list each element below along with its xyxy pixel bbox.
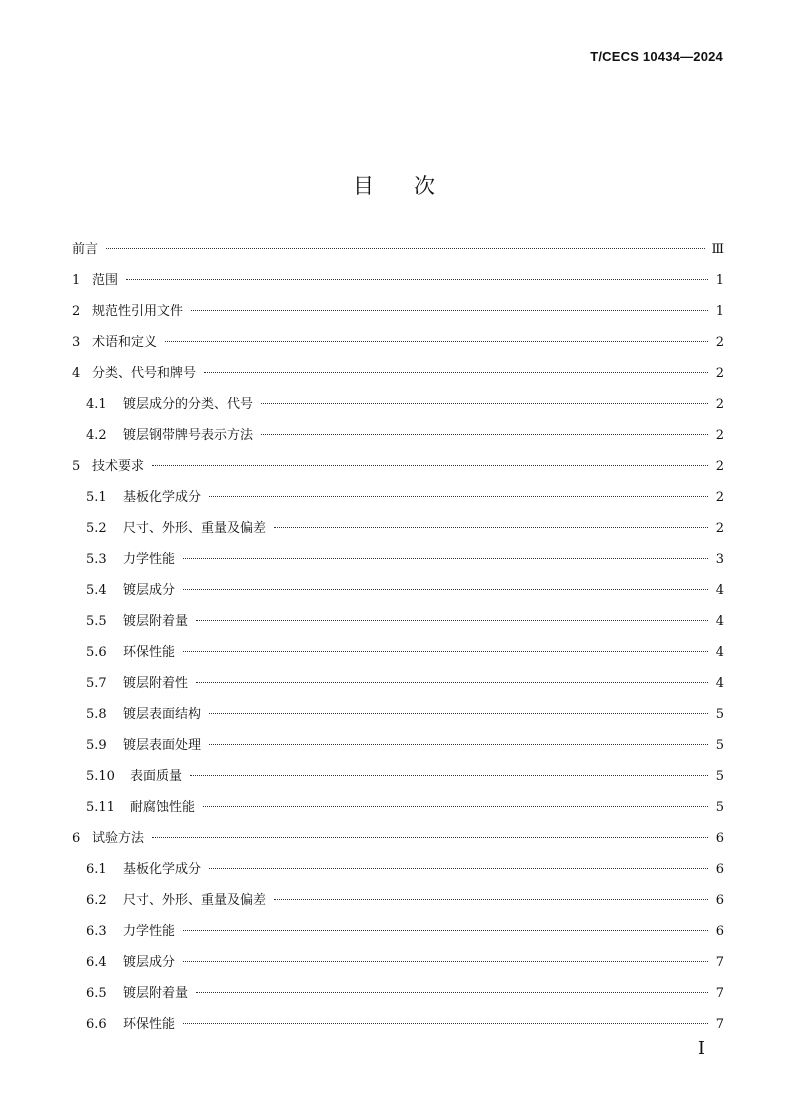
dot-leader bbox=[209, 868, 708, 869]
toc-entry-title: 镀层钢带牌号表示方法 bbox=[123, 428, 254, 443]
dot-leader bbox=[203, 806, 708, 807]
title-char-2: 次 bbox=[414, 174, 437, 198]
toc-entry-title: 尺寸、外形、重量及偏差 bbox=[123, 893, 267, 908]
dot-leader bbox=[152, 465, 708, 466]
toc-entry-number: 2 bbox=[72, 304, 81, 319]
toc-entry[interactable] bbox=[72, 389, 724, 420]
toc-entry-title: 规范性引用文件 bbox=[92, 304, 184, 319]
toc-entry-title: 尺寸、外形、重量及偏差 bbox=[123, 521, 267, 536]
toc-entry[interactable] bbox=[72, 854, 724, 885]
toc-entry-number: 4.1 bbox=[86, 397, 107, 412]
dot-leader bbox=[196, 992, 708, 993]
toc-entry[interactable] bbox=[72, 513, 724, 544]
toc-entry-number: 6.6 bbox=[86, 1017, 107, 1032]
toc-entry[interactable] bbox=[72, 420, 724, 451]
toc-entry-page: 5 bbox=[715, 800, 724, 815]
toc-entry[interactable] bbox=[72, 327, 724, 358]
dot-leader bbox=[183, 558, 708, 559]
toc-entry-title: 力学性能 bbox=[123, 552, 176, 567]
toc-entry[interactable] bbox=[72, 668, 724, 699]
toc-entry-title: 镀层成分 bbox=[123, 955, 176, 970]
toc-entry-title: 前言 bbox=[72, 242, 99, 257]
toc-entry[interactable] bbox=[72, 234, 724, 265]
toc-entry-number: 5.5 bbox=[86, 614, 107, 629]
dot-leader bbox=[183, 961, 708, 962]
toc-entry-number: 6.5 bbox=[86, 986, 107, 1001]
page-number: Ⅰ bbox=[697, 1038, 705, 1059]
toc-entry-number: 5.11 bbox=[86, 800, 115, 815]
toc-entry-number: 4 bbox=[72, 366, 81, 381]
toc-entry-title: 环保性能 bbox=[123, 645, 176, 660]
dot-leader bbox=[126, 279, 708, 280]
toc-entry-number: 5.3 bbox=[86, 552, 107, 567]
toc-entry[interactable] bbox=[72, 885, 724, 916]
toc-entry-title: 分类、代号和牌号 bbox=[92, 366, 197, 381]
toc-entry-title: 镀层表面处理 bbox=[123, 738, 202, 753]
dot-leader bbox=[261, 434, 708, 435]
toc-entry-page: 1 bbox=[715, 273, 724, 288]
dot-leader bbox=[204, 372, 708, 373]
toc-entry-title: 试验方法 bbox=[92, 831, 145, 846]
toc-entry-number: 5.9 bbox=[86, 738, 107, 753]
toc-entry-number: 5.1 bbox=[86, 490, 107, 505]
toc-entry[interactable] bbox=[72, 699, 724, 730]
table-of-contents bbox=[72, 234, 724, 1040]
page-title bbox=[0, 170, 790, 200]
toc-entry[interactable] bbox=[72, 761, 724, 792]
toc-entry-number: 5.4 bbox=[86, 583, 107, 598]
toc-entry-title: 镀层成分 bbox=[123, 583, 176, 598]
toc-entry-page: 5 bbox=[715, 769, 724, 784]
toc-entry-page: 1 bbox=[715, 304, 724, 319]
toc-entry-number: 6.2 bbox=[86, 893, 107, 908]
title-char-1: 目 bbox=[353, 174, 376, 198]
toc-entry-page: 6 bbox=[715, 893, 724, 908]
toc-entry-page: 3 bbox=[715, 552, 724, 567]
toc-entry-page: 7 bbox=[715, 955, 724, 970]
dot-leader bbox=[190, 775, 708, 776]
toc-entry-number: 5.2 bbox=[86, 521, 107, 536]
toc-entry-page: 5 bbox=[715, 707, 724, 722]
toc-entry-title: 力学性能 bbox=[123, 924, 176, 939]
toc-entry-page: 2 bbox=[715, 335, 724, 350]
toc-entry-page: 4 bbox=[715, 645, 724, 660]
toc-entry-number: 6.1 bbox=[86, 862, 107, 877]
toc-entry-number: 5.6 bbox=[86, 645, 107, 660]
dot-leader bbox=[196, 620, 708, 621]
toc-entry-number: 6 bbox=[72, 831, 81, 846]
toc-entry[interactable] bbox=[72, 575, 724, 606]
toc-entry-page: 2 bbox=[715, 459, 724, 474]
toc-entry-number: 5.8 bbox=[86, 707, 107, 722]
toc-entry-number: 5 bbox=[72, 459, 81, 474]
toc-entry[interactable] bbox=[72, 265, 724, 296]
toc-entry-page: 2 bbox=[715, 428, 724, 443]
toc-entry[interactable] bbox=[72, 792, 724, 823]
dot-leader bbox=[183, 930, 708, 931]
toc-entry[interactable] bbox=[72, 730, 724, 761]
toc-entry-title: 表面质量 bbox=[130, 769, 183, 784]
toc-entry-page: Ⅲ bbox=[711, 242, 724, 257]
dot-leader bbox=[191, 310, 708, 311]
toc-entry[interactable] bbox=[72, 482, 724, 513]
toc-entry-number: 6.3 bbox=[86, 924, 107, 939]
toc-entry-number: 3 bbox=[72, 335, 81, 350]
toc-entry-page: 6 bbox=[715, 862, 724, 877]
toc-entry-page: 2 bbox=[715, 366, 724, 381]
toc-entry-title: 范围 bbox=[92, 273, 119, 288]
toc-entry-number: 5.10 bbox=[86, 769, 115, 784]
toc-entry-page: 4 bbox=[715, 676, 724, 691]
dot-leader bbox=[196, 682, 708, 683]
toc-entry-page: 7 bbox=[715, 1017, 724, 1032]
dot-leader bbox=[183, 651, 708, 652]
toc-entry-title: 镀层附着性 bbox=[123, 676, 189, 691]
toc-entry[interactable] bbox=[72, 296, 724, 327]
dot-leader bbox=[165, 341, 708, 342]
toc-entry-number: 4.2 bbox=[86, 428, 107, 443]
dot-leader bbox=[209, 496, 708, 497]
toc-entry-page: 7 bbox=[715, 986, 724, 1001]
dot-leader bbox=[261, 403, 708, 404]
dot-leader bbox=[106, 248, 705, 249]
toc-entry-title: 技术要求 bbox=[92, 459, 145, 474]
toc-entry-title: 耐腐蚀性能 bbox=[130, 800, 196, 815]
toc-entry[interactable] bbox=[72, 451, 724, 482]
toc-entry[interactable] bbox=[72, 978, 724, 1009]
toc-entry-title: 基板化学成分 bbox=[123, 490, 202, 505]
dot-leader bbox=[152, 837, 708, 838]
toc-entry[interactable] bbox=[72, 823, 724, 854]
toc-entry[interactable] bbox=[72, 1009, 724, 1040]
toc-entry-page: 2 bbox=[715, 521, 724, 536]
toc-entry-page: 6 bbox=[715, 831, 724, 846]
toc-entry-title: 镀层附着量 bbox=[123, 986, 189, 1001]
toc-entry-title: 环保性能 bbox=[123, 1017, 176, 1032]
toc-entry[interactable] bbox=[72, 606, 724, 637]
toc-entry-page: 4 bbox=[715, 614, 724, 629]
toc-entry-title: 镀层成分的分类、代号 bbox=[123, 397, 254, 412]
dot-leader bbox=[274, 899, 708, 900]
toc-entry-number: 1 bbox=[72, 273, 81, 288]
toc-entry-title: 基板化学成分 bbox=[123, 862, 202, 877]
dot-leader bbox=[183, 589, 708, 590]
toc-entry-page: 5 bbox=[715, 738, 724, 753]
standard-code: T/CECS 10434—2024 bbox=[590, 49, 723, 64]
toc-entry-page: 2 bbox=[715, 397, 724, 412]
toc-entry-title: 镀层表面结构 bbox=[123, 707, 202, 722]
toc-entry-number: 5.7 bbox=[86, 676, 107, 691]
toc-entry-page: 2 bbox=[715, 490, 724, 505]
toc-entry[interactable] bbox=[72, 947, 724, 978]
dot-leader bbox=[209, 744, 708, 745]
toc-entry-title: 术语和定义 bbox=[92, 335, 158, 350]
toc-entry-title: 镀层附着量 bbox=[123, 614, 189, 629]
toc-entry-page: 6 bbox=[715, 924, 724, 939]
toc-entry[interactable] bbox=[72, 637, 724, 668]
toc-entry-page: 4 bbox=[715, 583, 724, 598]
dot-leader bbox=[209, 713, 708, 714]
toc-entry[interactable] bbox=[72, 916, 724, 947]
toc-entry[interactable] bbox=[72, 544, 724, 575]
dot-leader bbox=[274, 527, 708, 528]
toc-entry-number: 6.4 bbox=[86, 955, 107, 970]
dot-leader bbox=[183, 1023, 708, 1024]
toc-entry[interactable] bbox=[72, 358, 724, 389]
